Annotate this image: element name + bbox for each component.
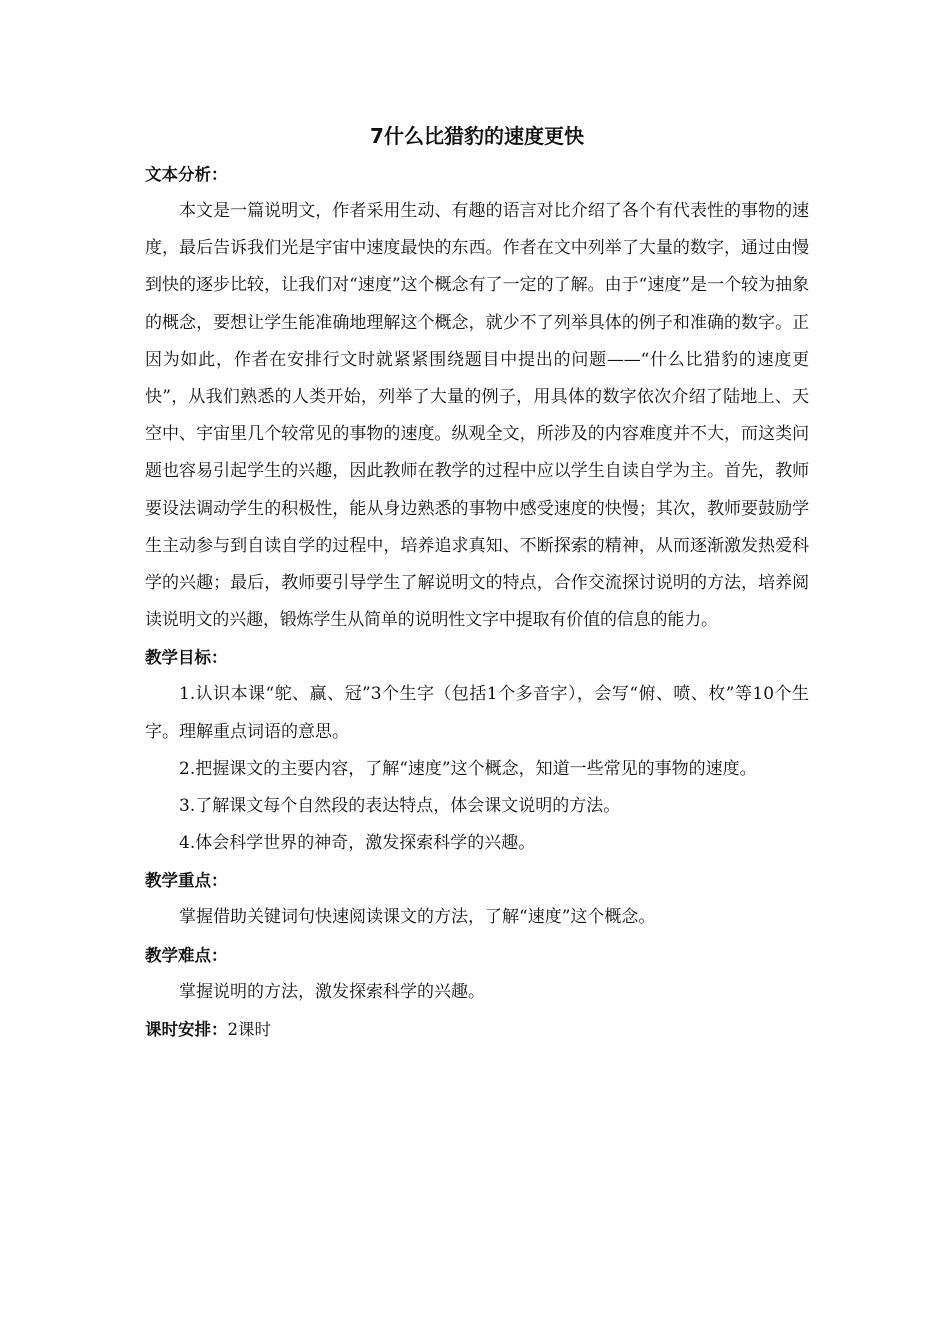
key-points-heading: 教学重点： — [145, 871, 228, 891]
goals-heading: 教学目标： — [145, 648, 228, 668]
text-analysis-body: 本文是一篇说明文，作者采用生动、有趣的语言对比介绍了各个有代表性的事物的速度，最后告诉我们光是宇宙中速度最快的东西。作者在文中列举了大量的数字，通过由慢到快的逐步比较，让我们对“速度”这个概念有了一定的了解。由于“速度”是一个较为抽象的概念，要想让学生能准确地理解这个概念，就少不了列举具体的例子和准确的数字。正因为如此，作者在安排行文时就紧紧围绕题目中提出的问题——“什么比猎豹的速度更快”，从我们熟悉的人类开始，列举了大量的例子，用具体的数字依次介绍了陆地上、天空中、宇宙里几个较常见的事物的速度。纵观全文，所涉及的内容难度并不大，而这类问题也容易引起学生的兴趣，因此教师在教学的过程中应以学生自读自学为主。首先，教师要设法调动学生的积极性，能从身边熟悉的事物中感受速度的快慢；其次，教师要鼓励学生主动参与到自读自学的过程中，培养追求真知、不断探索的精神，从而逐渐激发热爱科学的兴趣；最后，教师要引导学生了解说明文的特点，合作交流探讨说明的方法，培养阅读说明文的兴趣，锻炼学生从简单的说明性文字中提取有价值的信息的能力。 — [145, 201, 809, 631]
schedule-line — [145, 1011, 809, 1048]
goal-item-2: 2.把握课文的主要内容，了解“速度”这个概念，知道一些常见的事物的速度。 — [179, 758, 757, 779]
text-analysis-heading: 文本分析： — [145, 165, 228, 184]
goal-item-1: 1.认识本课“鸵、赢、冠”3个生字（包括1个多音字），会写“俯、喷、枚”等10个生字。理解重点词语的意思。 — [145, 684, 809, 742]
difficulties-heading: 教学难点： — [145, 945, 228, 965]
schedule-heading: 课时安排： — [145, 1019, 228, 1039]
goal-item-4: 4.体会科学世界的神奇，激发探索科学的兴趣。 — [179, 833, 536, 854]
document-title: 7什么比猎豹的速度更快 — [370, 124, 584, 148]
schedule-value: 2课时 — [227, 1019, 271, 1039]
difficulties-body: 掌握说明的方法，激发探索科学的兴趣。 — [179, 981, 485, 1002]
goal-item-3: 3.了解课文每个自然段的表达特点，体会课文说明的方法。 — [179, 796, 621, 817]
document-content — [145, 118, 809, 1048]
key-points-body: 掌握借助关键词句快速阅读课文的方法，了解“速度”这个概念。 — [179, 907, 656, 928]
